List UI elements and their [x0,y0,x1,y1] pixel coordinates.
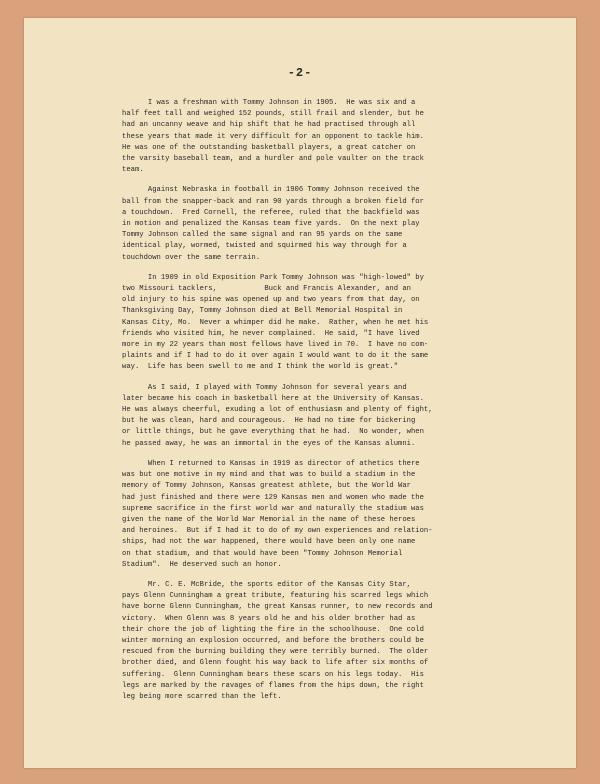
text-line: Mr. C. E. McBride, the sports editor of the Kansas City Star, [122,580,411,589]
text-line: victory. When Glenn was 8 years old he and his older brother had as [122,614,416,623]
text-line: two Missouri tacklers, Buck and Francis Alexander, and an [122,285,411,294]
text-line: supreme sacrifice in the first world war and naturally the stadium was [122,504,424,513]
text-line: in motion and penalized the Kansas team five yards. On the next play [122,220,420,229]
text-line: friends who visited him, he never complained. He said, "I have lived [122,329,420,338]
text-line: In 1909 in old Exposition Park Tommy Johnson was "high-lowed" by [122,273,424,282]
paragraph [122,98,497,176]
paragraph [122,185,497,263]
text-line: old injury to his spine was opened up and two years from that day, on [122,296,420,305]
paragraph [122,273,497,374]
body-text [122,98,497,712]
text-line: Against Nebraska in football in 1906 Tommy Johnson received the [122,186,420,195]
text-line: ball from the snapper-back and ran 90 yards through a broken field for [122,197,424,206]
text-line: When I returned to Kansas in 1919 as director of athetics there [122,459,420,468]
text-line: suffering. Glenn Cunningham bears these scars on his legs today. His [122,670,424,679]
text-line: the varsity baseball team, and a hurdler and pole vaulter on the track [122,155,424,164]
text-line: team. [122,166,144,175]
text-line: plaints and if I had to do it over again I would want to do it the same [122,352,429,361]
text-line: these years that made it very difficult for an opponent to tackle him. [122,132,424,141]
text-line: way. Life has been swell to me and I think the world is great." [122,363,399,372]
text-line: Stadium". He deserved such an honor. [122,560,282,569]
text-line: rescued from the burning building they were terribly burned. The older [122,648,429,657]
text-line: pays Glenn Cunningham a great tribute, featuring his scarred legs which [122,592,429,601]
text-line: and heroines. But if I had it to do of my own experiences and relation- [122,527,433,536]
text-line: have borne Glenn Cunningham, the great Kansas runner, to new records and [122,603,433,612]
page-number: -2- [287,66,313,80]
text-line: identical play, wormed, twisted and squirmed his way through for a [122,242,407,251]
text-line: on that stadium, and that would have been "Tommy Johnson Memorial [122,549,403,558]
text-line: legs are marked by the ravages of flames from the hips down, the right [122,681,424,690]
text-line: had just finished and there were 129 Kansas men and women who made the [122,493,424,502]
text-line: memory of Tommy Johnson, Kansas greatest athlete, but the World War [122,482,411,491]
text-line: He was one of the outstanding basketball players, a great catcher on [122,143,416,152]
document-page [24,18,576,768]
text-line: Kansas City, Mo. Never a whimper did he make. Rather, when he met his [122,318,429,327]
text-line: As I said, I played with Tommy Johnson for several years and [122,383,407,392]
text-line: half feet tall and weighed 152 pounds, still frail and slender, but he [122,110,424,119]
paragraph [122,383,497,450]
paragraph [122,580,497,703]
text-line: but he was clean, hard and courageous. He had no time for bickering [122,417,416,426]
text-line: later became his coach in basketball here at the University of Kansas. [122,394,424,403]
text-line: Thanksgiving Day, Tommy Johnson died at Bell Memorial Hospital in [122,307,403,316]
text-line: a touchdown. Fred Cornell, the referee, ruled that the backfield was [122,208,420,217]
text-line: was but one motive in my mind and that was to build a stadium in the [122,471,416,480]
text-line: given the name of the World War Memorial in the name of these heroes [122,515,416,524]
text-line: winter morning an explosion occurred, and before the brothers could be [122,636,424,645]
text-line: ships, had not the war happened, there would have been only one name [122,538,416,547]
text-line: he passed away, he was an immortal in the eyes of the Kansas alumni. [122,439,416,448]
text-line: touchdown over the same terrain. [122,253,261,262]
text-line: more in my 22 years than most fellows have lived in 70. I have no com- [122,341,429,350]
text-line: I was a freshman with Tommy Johnson in 1905. He was six and a [122,99,416,107]
text-line: brother died, and Glenn fought his way back to life after six months of [122,659,429,668]
text-line: or little things, but he gave everything that he had. No wonder, when [122,428,424,437]
text-line: their chore the job of lighting the fire in the schoolhouse. One cold [122,625,424,634]
text-line: leg being more scarred than the left. [122,692,282,701]
text-line: had an uncanny weave and hip shift that he had practised through all [122,121,416,130]
text-line: He was always cheerful, exuding a lot of enthusiasm and plenty of fight, [122,406,433,415]
text-line: Tommy Johnson called the same signal and ran 95 yards on the same [122,231,403,240]
paragraph [122,459,497,571]
